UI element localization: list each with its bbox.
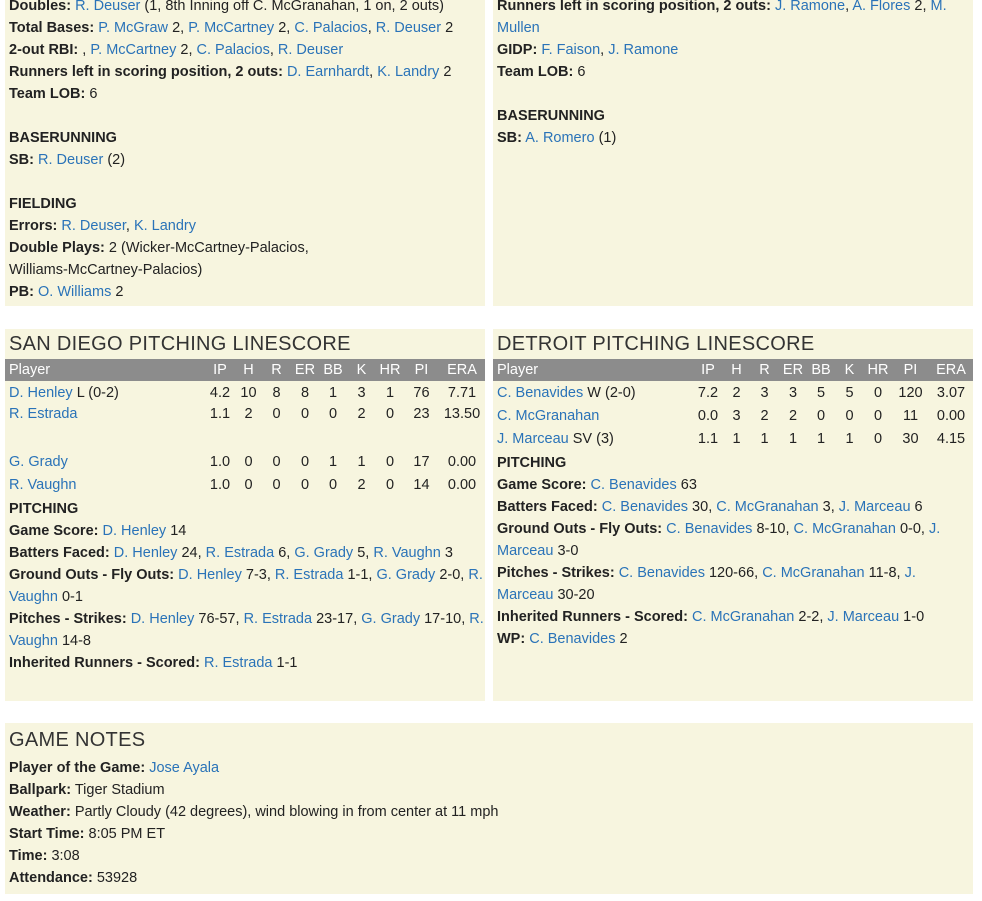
start-time-line <box>9 823 969 845</box>
bb-cell: 1 <box>816 430 826 447</box>
sd-pitching-heading: PITCHING <box>9 501 79 517</box>
pi-cell: 14 <box>413 476 430 493</box>
hr-cell: 0 <box>873 430 883 447</box>
h-cell: 2 <box>732 384 741 401</box>
h-cell: 3 <box>732 407 741 424</box>
sd-doubles-line <box>9 0 481 17</box>
sd-gofo-label: Ground Outs - Fly Outs: <box>9 567 175 583</box>
player-link[interactable]: C. McGranahan <box>497 407 600 424</box>
player-link[interactable]: D. Henley <box>178 567 242 583</box>
player-link[interactable]: J. Ramone <box>774 0 846 14</box>
sd-dp-detail-1: 2 (Wicker-McCartney-Palacios, <box>108 240 309 256</box>
sd-inherited-runners-line <box>9 652 485 674</box>
k-cell: 5 <box>845 384 854 401</box>
stat-value: 24 <box>181 545 198 561</box>
player-link[interactable]: R. Estrada <box>203 655 273 671</box>
start-time-label: Start Time: <box>9 826 85 842</box>
hr-cell: 0 <box>385 476 395 493</box>
det-lob-line <box>497 61 969 83</box>
sd-bf-label: Batters Faced: <box>9 545 110 561</box>
pi-cell: 120 <box>898 384 923 401</box>
sd-batters-faced-line: Batters Faced: D. Henley 24, R. Estrada 6, G. Grady 5, R. Vaughn 3 <box>9 545 453 561</box>
det-wp-line <box>497 628 973 650</box>
player-link[interactable]: D. Earnhardt <box>286 64 370 80</box>
k-cell: 1 <box>357 453 366 470</box>
col-header: H <box>723 359 750 381</box>
sd-pb-count: 2 <box>115 284 124 300</box>
player-cell <box>5 473 205 496</box>
col-header: R <box>262 359 291 381</box>
r-cell: 3 <box>760 384 769 401</box>
r-cell: 0 <box>272 453 281 470</box>
player-link[interactable]: P. McGraw <box>98 20 169 36</box>
det-lob-label: Team LOB: <box>497 64 574 80</box>
k-cell: 1 <box>845 430 854 447</box>
table-header-row <box>493 359 973 381</box>
r-cell: 0 <box>272 406 281 422</box>
sd-ps-label: Pitches - Strikes: <box>9 611 127 627</box>
attendance-value: 53928 <box>96 870 138 886</box>
det-ps-label: Pitches - Strikes: <box>497 565 615 581</box>
stat-value: 3-0 <box>557 543 579 559</box>
bb-cell: 1 <box>328 453 338 470</box>
det-lob-value: 6 <box>577 64 586 80</box>
stat-value: 1-1 <box>276 655 298 671</box>
col-header: ERA <box>439 359 485 381</box>
sd-doubles-detail: (1, 8th Inning off C. McGranahan, 1 on, 2 outs) <box>144 0 444 14</box>
hr-cell: 0 <box>385 406 395 422</box>
er-cell: 1 <box>788 430 798 447</box>
player-link[interactable]: Marceau <box>497 543 554 559</box>
det-bf-label: Batters Faced: <box>497 499 598 515</box>
sd-lob-line <box>9 83 481 105</box>
stat-value: 120-66 <box>708 565 755 581</box>
sd-lob-value: 6 <box>89 86 98 102</box>
pi-cell: 30 <box>902 430 919 447</box>
player-link[interactable]: C. Benavides <box>529 631 616 647</box>
h-cell: 0 <box>244 453 253 470</box>
stat-value: 17-10 <box>424 611 462 627</box>
ballpark-label: Ballpark: <box>9 782 72 798</box>
sd-errors-label: Errors: <box>9 218 58 234</box>
k-cell: 3 <box>357 384 366 401</box>
weather-line <box>9 801 969 823</box>
stat-value: 11-8 <box>868 565 897 581</box>
time-value: 3:08 <box>51 848 80 864</box>
potg-label: Player of the Game: <box>9 760 146 776</box>
stat-value: 7-3 <box>245 567 267 583</box>
ip-cell: 1.0 <box>209 453 231 470</box>
er-cell: 0 <box>300 476 310 493</box>
table-row <box>493 404 973 427</box>
player-link[interactable]: J. Marceau <box>838 499 911 515</box>
player-link[interactable]: Marceau <box>497 587 554 603</box>
sd-lob-label: Team LOB: <box>9 86 86 102</box>
det-pitching-title: DETROIT PITCHING LINESCORE <box>497 333 815 355</box>
sd-dp-detail-2: Williams-McCartney-Palacios) <box>9 262 203 278</box>
stat-value: 3 <box>822 499 831 515</box>
spacer <box>497 83 969 105</box>
det-batters-faced-line: Batters Faced: C. Benavides 30, C. McGranahan 3, J. Marceau 6 <box>497 499 923 515</box>
det-gofo-label: Ground Outs - Fly Outs: <box>497 521 663 537</box>
player-link[interactable]: R. Deuser <box>375 20 442 36</box>
stat-value: 14-8 <box>61 633 91 649</box>
player-link[interactable]: G. Grady <box>361 611 421 627</box>
player-link[interactable]: C. Benavides <box>601 499 689 515</box>
player-link[interactable]: G. Grady <box>9 453 68 470</box>
ip-cell: 0.0 <box>697 407 719 424</box>
table-row <box>493 427 973 450</box>
bb-cell: 1 <box>328 384 338 401</box>
era-cell: 0.00 <box>447 453 477 470</box>
col-header: ERA <box>929 359 973 381</box>
bb-cell: 0 <box>816 407 826 424</box>
stat-value: 8-10 <box>756 521 786 537</box>
table-row <box>493 381 973 404</box>
sd-doubles-label: Doubles: <box>9 0 72 14</box>
sd-pb-label: PB: <box>9 284 34 300</box>
pi-cell: 17 <box>413 453 430 470</box>
stat-value: 2 <box>914 0 923 14</box>
weather-label: Weather: <box>9 804 71 820</box>
stat-value: 2 <box>278 20 287 36</box>
er-cell: 3 <box>788 384 798 401</box>
player-link[interactable]: C. Benavides <box>666 521 753 537</box>
stat-value: 0-1 <box>61 589 83 605</box>
player-link[interactable]: G. Grady <box>376 567 436 583</box>
sd-pitching-panel <box>5 329 485 701</box>
decision-note: W (2-0) <box>587 384 636 401</box>
h-cell: 2 <box>244 406 253 422</box>
sd-errors-line: Errors: R. Deuser, K. Landry <box>9 218 197 234</box>
player-link[interactable]: C. McGranahan <box>793 521 896 537</box>
player-link[interactable]: Mullen <box>497 20 540 36</box>
player-link[interactable]: R. Estrada <box>274 567 344 583</box>
hr-cell: 1 <box>385 384 395 401</box>
player-link[interactable]: C. McGranahan <box>691 609 795 625</box>
col-header: K <box>835 359 864 381</box>
player-link[interactable]: O. Williams <box>38 284 112 300</box>
player-cell <box>5 404 205 450</box>
det-pitching-notes <box>493 450 973 650</box>
det-pitches-strikes-line: Pitches - Strikes: C. Benavides 120-66, C. McGranahan 11-8, J. <box>497 565 916 581</box>
era-cell: 13.50 <box>443 406 481 422</box>
sd-total-bases-line: Total Bases: P. McGraw 2, P. McCartney 2, C. Palacios, R. Deuser 2 <box>9 20 454 36</box>
stat-value: 0-0 <box>899 521 921 537</box>
er-cell: 0 <box>300 406 310 422</box>
era-cell: 3.07 <box>936 384 966 401</box>
player-cell <box>493 404 693 427</box>
bb-cell: 0 <box>328 406 338 422</box>
player-link[interactable]: R. Deuser <box>61 218 126 234</box>
player-link[interactable]: C. McGranahan <box>762 565 865 581</box>
player-link[interactable]: F. Faison <box>541 42 601 58</box>
h-cell: 0 <box>244 476 253 493</box>
col-header: HR <box>376 359 404 381</box>
player-cell <box>5 381 205 404</box>
bb-cell: 5 <box>816 384 826 401</box>
col-header: Player <box>5 359 205 381</box>
bb-cell: 0 <box>328 476 338 493</box>
stat-value: 1-0 <box>903 609 925 625</box>
h-cell: 10 <box>240 384 257 401</box>
game-notes-panel <box>5 723 973 894</box>
det-pitching-table <box>493 359 973 450</box>
r-cell: 0 <box>272 476 281 493</box>
col-header: BB <box>319 359 347 381</box>
det-risp-line: Runners left in scoring position, 2 outs: J. Ramone, A. Flores 2, M. <box>497 0 947 14</box>
sd-sb-count: (2) <box>107 152 126 168</box>
player-link[interactable]: D. Henley <box>102 523 167 539</box>
ip-cell: 4.2 <box>209 384 231 401</box>
stat-value: 3 <box>444 545 453 561</box>
er-cell: 0 <box>300 453 310 470</box>
player-cell <box>493 381 693 404</box>
det-inherited-runners-line: Inherited Runners - Scored: C. McGranahan 2-2, J. Marceau 1-0 <box>497 609 925 625</box>
col-header: ER <box>291 359 319 381</box>
table-header-row <box>5 359 485 381</box>
col-header: Player <box>493 359 693 381</box>
stat-value: 6 <box>278 545 287 561</box>
r-cell: 1 <box>760 430 769 447</box>
ballpark-line <box>9 779 969 801</box>
sd-pitches-strikes-line-2 <box>9 630 485 652</box>
player-cell <box>493 427 693 450</box>
det-gs-label: Game Score: <box>497 477 587 493</box>
era-cell: 0.00 <box>447 476 477 493</box>
sd-risp-label: Runners left in scoring position, 2 outs: <box>9 64 283 80</box>
det-sb-label: SB: <box>497 130 522 146</box>
sd-batting-notes-panel <box>5 0 485 306</box>
det-batting-notes-panel <box>493 0 973 306</box>
pi-cell: 23 <box>413 406 430 422</box>
player-link[interactable]: J. Marceau <box>497 430 569 447</box>
sd-dp-line <box>9 237 481 259</box>
time-line <box>9 845 969 867</box>
det-risp-label: Runners left in scoring position, 2 outs: <box>497 0 771 14</box>
sd-rbi-label: 2-out RBI: <box>9 42 79 58</box>
decision-note: SV (3) <box>572 430 614 447</box>
decision-note: L (0-2) <box>76 384 119 401</box>
player-link[interactable]: C. Benavides <box>618 565 705 581</box>
stat-value: 76-57 <box>198 611 236 627</box>
col-header: H <box>235 359 262 381</box>
det-pitching-panel <box>493 329 973 701</box>
pi-cell: 76 <box>413 384 430 401</box>
stat-value: 30 <box>692 499 709 515</box>
sd-rbi-line: 2-out RBI: , P. McCartney 2, C. Palacios, R. Deuser <box>9 42 344 58</box>
stat-value: 2 <box>180 42 189 58</box>
player-link[interactable]: D. Henley <box>9 384 73 401</box>
player-link[interactable]: R. Estrada <box>243 611 313 627</box>
player-link[interactable]: K. Landry <box>133 218 197 234</box>
ballpark-value: Tiger Stadium <box>74 782 165 798</box>
sd-risp-line: Runners left in scoring position, 2 outs: D. Earnhardt, K. Landry 2 <box>9 64 452 80</box>
player-link[interactable]: J. Ramone <box>608 42 679 58</box>
col-header: ER <box>779 359 807 381</box>
r-cell: 2 <box>760 407 769 424</box>
weather-value: Partly Cloudy (42 degrees), wind blowing in from center at 11 mph <box>74 804 499 820</box>
player-link[interactable]: C. Palacios <box>196 42 270 58</box>
stat-value: 2-2 <box>798 609 820 625</box>
sd-sb-label: SB: <box>9 152 34 168</box>
sd-game-score-line <box>9 520 485 542</box>
player-link[interactable]: R. <box>469 611 484 627</box>
sd-gs-label: Game Score: <box>9 523 99 539</box>
det-baserunning-heading: BASERUNNING <box>497 108 605 124</box>
player-link[interactable]: C. Palacios <box>294 20 368 36</box>
er-cell: 8 <box>300 384 310 401</box>
stat-value: 6 <box>914 499 923 515</box>
det-pitches-strikes-line-2 <box>497 584 973 606</box>
col-header: PI <box>404 359 439 381</box>
det-ir-label: Inherited Runners - Scored: <box>497 609 688 625</box>
ip-cell: 1.0 <box>209 476 231 493</box>
sd-pitching-title: SAN DIEGO PITCHING LINESCORE <box>9 333 351 355</box>
start-time-value: 8:05 PM ET <box>88 826 166 842</box>
player-link[interactable]: G. Grady <box>294 545 354 561</box>
table-row <box>5 404 485 450</box>
hr-cell: 0 <box>385 453 395 470</box>
det-gofo-line-2 <box>497 540 973 562</box>
ip-cell: 1.1 <box>209 406 231 422</box>
player-link[interactable]: A. Flores <box>852 0 911 14</box>
stat-value: 63 <box>680 477 697 493</box>
sd-sb-line <box>9 149 481 171</box>
col-header: HR <box>864 359 892 381</box>
hr-cell: 0 <box>873 407 883 424</box>
det-gidp-label: GIDP: <box>497 42 538 58</box>
col-header: IP <box>693 359 723 381</box>
table-row <box>5 473 485 496</box>
stat-value: 2 <box>172 20 181 36</box>
player-link[interactable]: M. <box>930 0 947 14</box>
player-link[interactable]: R. Estrada <box>9 406 78 422</box>
det-risp-line-2 <box>497 17 969 39</box>
player-link[interactable]: J. <box>904 565 916 581</box>
r-cell: 8 <box>272 384 281 401</box>
spacer <box>9 105 481 127</box>
time-label: Time: <box>9 848 48 864</box>
player-link[interactable]: D. Henley <box>130 611 195 627</box>
player-link[interactable]: R. <box>468 567 483 583</box>
sd-tb-label: Total Bases: <box>9 20 95 36</box>
sd-pitching-notes <box>5 496 485 674</box>
sd-pitches-strikes-line: Pitches - Strikes: D. Henley 76-57, R. Estrada 23-17, G. Grady 17-10, R. <box>9 611 484 627</box>
sd-gofo-line-2 <box>9 586 485 608</box>
stat-value: 30-20 <box>557 587 595 603</box>
attendance-line <box>9 867 969 889</box>
era-cell: 7.71 <box>447 384 477 401</box>
player-link[interactable]: J. Marceau <box>827 609 900 625</box>
er-cell: 2 <box>788 407 798 424</box>
k-cell: 0 <box>845 407 854 424</box>
player-link[interactable]: P. McCartney <box>90 42 177 58</box>
det-game-score-line <box>497 474 973 496</box>
potg-line <box>9 757 969 779</box>
stat-value: 5 <box>357 545 366 561</box>
h-cell: 1 <box>732 430 741 447</box>
pi-cell: 11 <box>902 407 919 424</box>
player-link[interactable]: K. Landry <box>377 64 440 80</box>
era-cell: 4.15 <box>936 430 966 447</box>
stat-value: 1-1 <box>347 567 369 583</box>
player-link[interactable]: C. McGranahan <box>716 499 819 515</box>
player-link[interactable]: D. Henley <box>113 545 178 561</box>
stat-value: 14 <box>170 523 187 539</box>
stat-value: 23-17 <box>316 611 354 627</box>
col-header: BB <box>807 359 835 381</box>
sd-pb-line <box>9 281 481 303</box>
player-link[interactable]: A. Romero <box>525 130 595 146</box>
game-notes-title: GAME NOTES <box>9 729 146 751</box>
player-link[interactable]: C. Benavides <box>497 384 584 401</box>
attendance-label: Attendance: <box>9 870 93 886</box>
player-link[interactable]: Vaughn <box>9 633 58 649</box>
player-link[interactable]: R. Vaughn <box>9 476 77 493</box>
player-link[interactable]: Vaughn <box>9 589 58 605</box>
col-header: K <box>347 359 376 381</box>
player-link[interactable]: R. Estrada <box>205 545 275 561</box>
player-link[interactable]: R. Vaughn <box>373 545 441 561</box>
stat-value: 2 <box>445 20 454 36</box>
player-cell <box>5 450 205 473</box>
player-link[interactable]: R. Deuser <box>38 152 104 168</box>
col-header: IP <box>205 359 235 381</box>
player-link[interactable]: J. <box>928 521 941 537</box>
det-gofo-line: Ground Outs - Fly Outs: C. Benavides 8-10, C. McGranahan 0-0, J. <box>497 521 941 537</box>
sd-gofo-line: Ground Outs - Fly Outs: D. Henley 7-3, R. Estrada 1-1, G. Grady 2-0, R. <box>9 567 483 583</box>
stat-value: 2-0 <box>439 567 461 583</box>
col-header: PI <box>892 359 929 381</box>
era-cell: 0.00 <box>936 407 966 424</box>
table-row <box>5 381 485 404</box>
player-link[interactable]: R. Deuser <box>75 0 141 14</box>
spacer <box>9 171 481 193</box>
sd-baserunning-heading: BASERUNNING <box>9 130 117 146</box>
det-pitching-heading: PITCHING <box>497 455 567 471</box>
k-cell: 2 <box>357 406 366 422</box>
player-link[interactable]: P. McCartney <box>188 20 275 36</box>
k-cell: 2 <box>357 476 366 493</box>
ip-cell: 1.1 <box>697 430 719 447</box>
sd-pitching-table <box>5 359 485 496</box>
stat-value: 2 <box>619 631 628 647</box>
stat-value: 2 <box>443 64 452 80</box>
det-sb-line <box>497 127 969 149</box>
sd-dp-label: Double Plays: <box>9 240 105 256</box>
player-link[interactable]: Jose Ayala <box>149 760 220 776</box>
det-gidp-line: GIDP: F. Faison, J. Ramone <box>497 42 679 58</box>
sd-fielding-heading: FIELDING <box>9 196 77 212</box>
player-link[interactable]: R. Deuser <box>277 42 344 58</box>
ip-cell: 7.2 <box>697 384 719 401</box>
det-sb-count: (1) <box>598 130 617 146</box>
col-header: R <box>750 359 779 381</box>
hr-cell: 0 <box>873 384 883 401</box>
player-link[interactable]: C. Benavides <box>590 477 677 493</box>
det-wp-label: WP: <box>497 631 526 647</box>
table-row <box>5 450 485 473</box>
sd-ir-label: Inherited Runners - Scored: <box>9 655 200 671</box>
